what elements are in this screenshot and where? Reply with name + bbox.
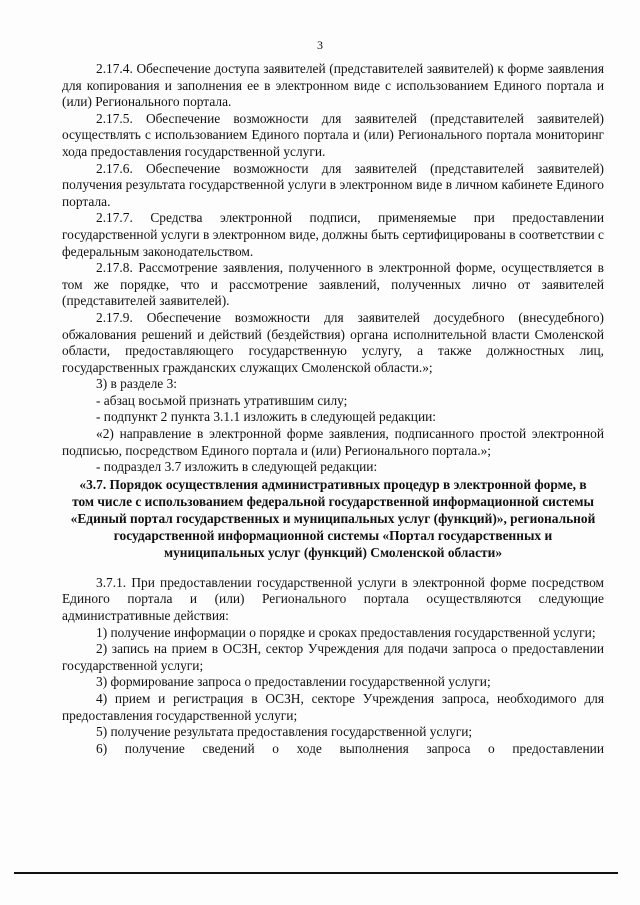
paragraph-2-17-9: 2.17.9. Обеспечение возможности для заявителей досудебного (внесудебного) обжалования решений и действий (бездействия) органа исполнительной власти Смоленской области, предоставляющего государственную услугу, а также должностных лиц, государственных гражданских служащих Смоленской области.»;	[62, 309, 604, 375]
paragraph-2-17-5: 2.17.5. Обеспечение возможности для заявителей (представителей заявителей) осуществлять с использованием Единого портала и (или) Регионального портала мониторинг хода предоставления государственной услуги.	[62, 110, 604, 159]
paragraph-2-17-7: 2.17.7. Средства электронной подписи, применяемые при предоставлении государственной услуги в электронном виде, должны быть сертифицированы в соответствии с федеральным законодательством.	[62, 210, 604, 259]
paragraph-section-3: 3) в разделе 3:	[96, 376, 178, 392]
paragraph-2-17-8: 2.17.8. Рассмотрение заявления, полученного в электронной форме, осуществляется в том же порядке, что и рассмотрение заявлений, полученных лично от заявителей (представителей заявителей).	[62, 260, 604, 309]
list-item-5: 5) получение результата предоставления государственной услуги;	[96, 724, 473, 740]
paragraph-podrazdel-3-7: - подраздел 3.7 изложить в следующей редакции:	[96, 459, 378, 475]
list-item-6: 6) получение сведений о ходе выполнения запроса о предоставлении	[96, 740, 604, 756]
paragraph-2-17-6: 2.17.6. Обеспечение возможности для заявителей (представителей заявителей) получения результата государственной услуги в электронном виде в личном кабинете Единого портала.	[62, 160, 604, 209]
paragraph-abzac-8: - абзац восьмой признать утратившим силу;	[96, 392, 348, 408]
document-body	[62, 61, 604, 774]
paragraph-podpunkt-2: - подпункт 2 пункта 3.1.1 изложить в следующей редакции:	[96, 409, 436, 425]
bottom-rule	[14, 872, 618, 874]
list-item-2: 2) запись на прием в ОСЗН, сектор Учреждения для подачи запроса о предоставлении государственной услуги;	[62, 641, 604, 673]
page-number: 3	[317, 38, 323, 52]
paragraph-3-7-1: 3.7.1. При предоставлении государственной услуги в электронной форме посредством Единого портала и (или) Регионального портала осуществляются следующие административные действия:	[62, 574, 604, 624]
paragraph-quote-2: «2) направление в электронной форме заявления, подписанного простой электронной подписью, посредством Единого портала и (или) Регионального портала.»;	[62, 426, 604, 458]
paragraph-2-17-4: 2.17.4. Обеспечение доступа заявителей (представителей заявителей) к форме заявления для копирования и заполнения ее в электронном виде с использованием Единого портала и (или) Регионального портала.	[62, 61, 604, 110]
list-item-4: 4) прием и регистрация в ОСЗН, секторе Учреждения запроса, необходимого для предоставления государственной услуги;	[62, 691, 604, 723]
section-title-3-7: «3.7. Порядок осуществления административных процедур в электронной форме, в том числе с использованием федеральной государственной информационной системы «Единый портал государственных и муниципальных услуг (функций)», региональной государственной информационной системы «Портал государственных и муниципальных услуг (функций) Смоленской области»	[70, 476, 596, 560]
list-item-1: 1) получение информации о порядке и сроках предоставления государственной услуги;	[96, 624, 596, 640]
list-item-3: 3) формирование запроса о предоставлении государственной услуги;	[96, 674, 491, 690]
spacer	[62, 561, 604, 575]
